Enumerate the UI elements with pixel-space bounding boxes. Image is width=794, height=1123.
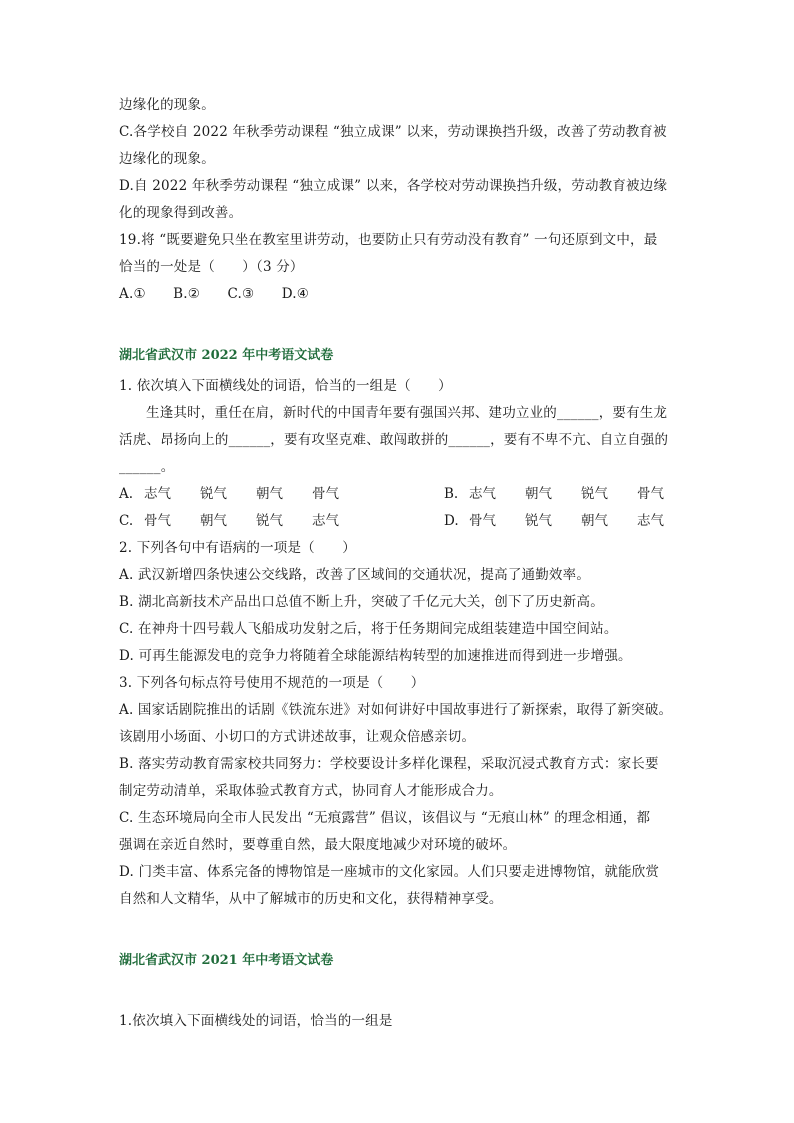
option-line: B. 湖北高新技术产品出口总值不断上升，突破了千亿元大关，创下了历史新高。 — [119, 594, 604, 610]
option-word: 锐气 — [525, 513, 552, 529]
option-word: 骨气 — [312, 486, 339, 502]
option-c — [119, 508, 368, 535]
option-word: 志气 — [144, 486, 171, 502]
option-c-line: C.各学校自 2022 年秋季劳动课程 “独立成课” 以来，劳动课换挡升级，改善了劳动教育被 — [119, 124, 667, 140]
option-line: B. 落实劳动教育需家校共同努力：学校要设计多样化课程，采取沉浸式教育方式：家长要 — [119, 756, 659, 772]
option-line: C. 生态环境局向全市人民发出 “无痕露营” 倡议，该倡议与 “无痕山林” 的理念相通，都 — [119, 810, 651, 826]
text-line: 化的现象得到改善。 — [119, 205, 243, 221]
option-line: 该剧用小场面、小切口的方式讲述故事，让观众倍感亲切。 — [119, 729, 476, 745]
question-2-stem: 2. 下列各句中有语病的一项是（ ） — [119, 540, 356, 556]
question-19-options: A.① B.② C.③ D.④ — [119, 286, 310, 302]
passage-line: 生逢其时，重任在肩，新时代的中国青年要有强国兴邦、建功立业的______，要有生龙 — [146, 405, 668, 421]
question-19-line: 恰当的一处是（ ）（3 分） — [119, 259, 304, 275]
question-1-stem-2021: 1.依次填入下面横线处的词语，恰当的一组是 — [119, 1013, 393, 1029]
option-line: A. 武汉新增四条快速公交线路，改善了区域间的交通状况，提高了通勤效率。 — [119, 567, 591, 583]
option-key: B. — [444, 486, 459, 502]
option-a — [119, 481, 368, 508]
option-line: A. 国家话剧院推出的话剧《铁流东进》对如何讲好中国故事进行了新探索，取得了新突破。 — [119, 702, 673, 718]
option-line: C. 在神舟十四号载人飞船成功发射之后，将于任务期间完成组装建造中国空间站。 — [119, 621, 618, 637]
option-word: 锐气 — [581, 486, 608, 502]
text-line: 边缘化的现象。 — [119, 151, 215, 167]
option-d-line: D.自 2022 年秋季劳动课程 “独立成课” 以来，各学校对劳动课换挡升级，劳动教育被边缘 — [119, 178, 668, 194]
section-heading-2022: 湖北省武汉市 2022 年中考语文试卷 — [119, 348, 334, 363]
option-word: 锐气 — [256, 513, 283, 529]
question-1-stem: 1. 依次填入下面横线处的词语，恰当的一组是（ ） — [119, 378, 452, 394]
option-key: C. — [119, 513, 134, 529]
option-word: 朝气 — [200, 513, 227, 529]
option-word: 锐气 — [200, 486, 227, 502]
question-19-line: 19.将 “既要避免只坐在教室里讲劳动，也要防止只有劳动没有教育” 一句还原到文中，最 — [119, 232, 658, 248]
option-word: 志气 — [469, 486, 496, 502]
option-word: 骨气 — [637, 486, 664, 502]
option-word: 朝气 — [581, 513, 608, 529]
option-line: D. 可再生能源发电的竞争力将随着全球能源结构转型的加速推进而得到进一步增强。 — [119, 648, 632, 664]
option-word: 骨气 — [144, 513, 171, 529]
option-word: 志气 — [637, 513, 664, 529]
option-line: 自然和人文精华，从中了解城市的历史和文化，获得精神享受。 — [119, 891, 503, 907]
option-key: D. — [444, 513, 459, 529]
document-page — [119, 92, 679, 1035]
option-word: 志气 — [312, 513, 339, 529]
text-line: 边缘化的现象。 — [119, 97, 215, 113]
question-3-stem: 3. 下列各句标点符号使用不规范的一项是（ ） — [119, 675, 425, 691]
option-line: 制定劳动清单，采取体验式教育方式，协同育人才能形成合力。 — [119, 783, 503, 799]
option-b — [444, 481, 693, 508]
option-word: 骨气 — [469, 513, 496, 529]
option-word: 朝气 — [256, 486, 283, 502]
passage-line: ______。 — [119, 459, 175, 475]
option-word: 朝气 — [525, 486, 552, 502]
section-heading-2021: 湖北省武汉市 2021 年中考语文试卷 — [119, 953, 334, 968]
options-row-ab — [119, 481, 679, 508]
passage-line: 活虎、昂扬向上的______，要有攻坚克难、敢闯敢拼的______，要有不卑不亢、自立自强的 — [119, 432, 669, 448]
option-line: D. 门类丰富、体系完备的博物馆是一座城市的文化家园。人们只要走进博物馆，就能欣赏 — [119, 864, 660, 880]
option-line: 强调在亲近自然时，要尊重自然，最大限度地减少对环境的破坏。 — [119, 837, 517, 853]
option-key: A. — [119, 486, 134, 502]
options-row-cd — [119, 508, 679, 535]
option-d — [444, 508, 693, 535]
